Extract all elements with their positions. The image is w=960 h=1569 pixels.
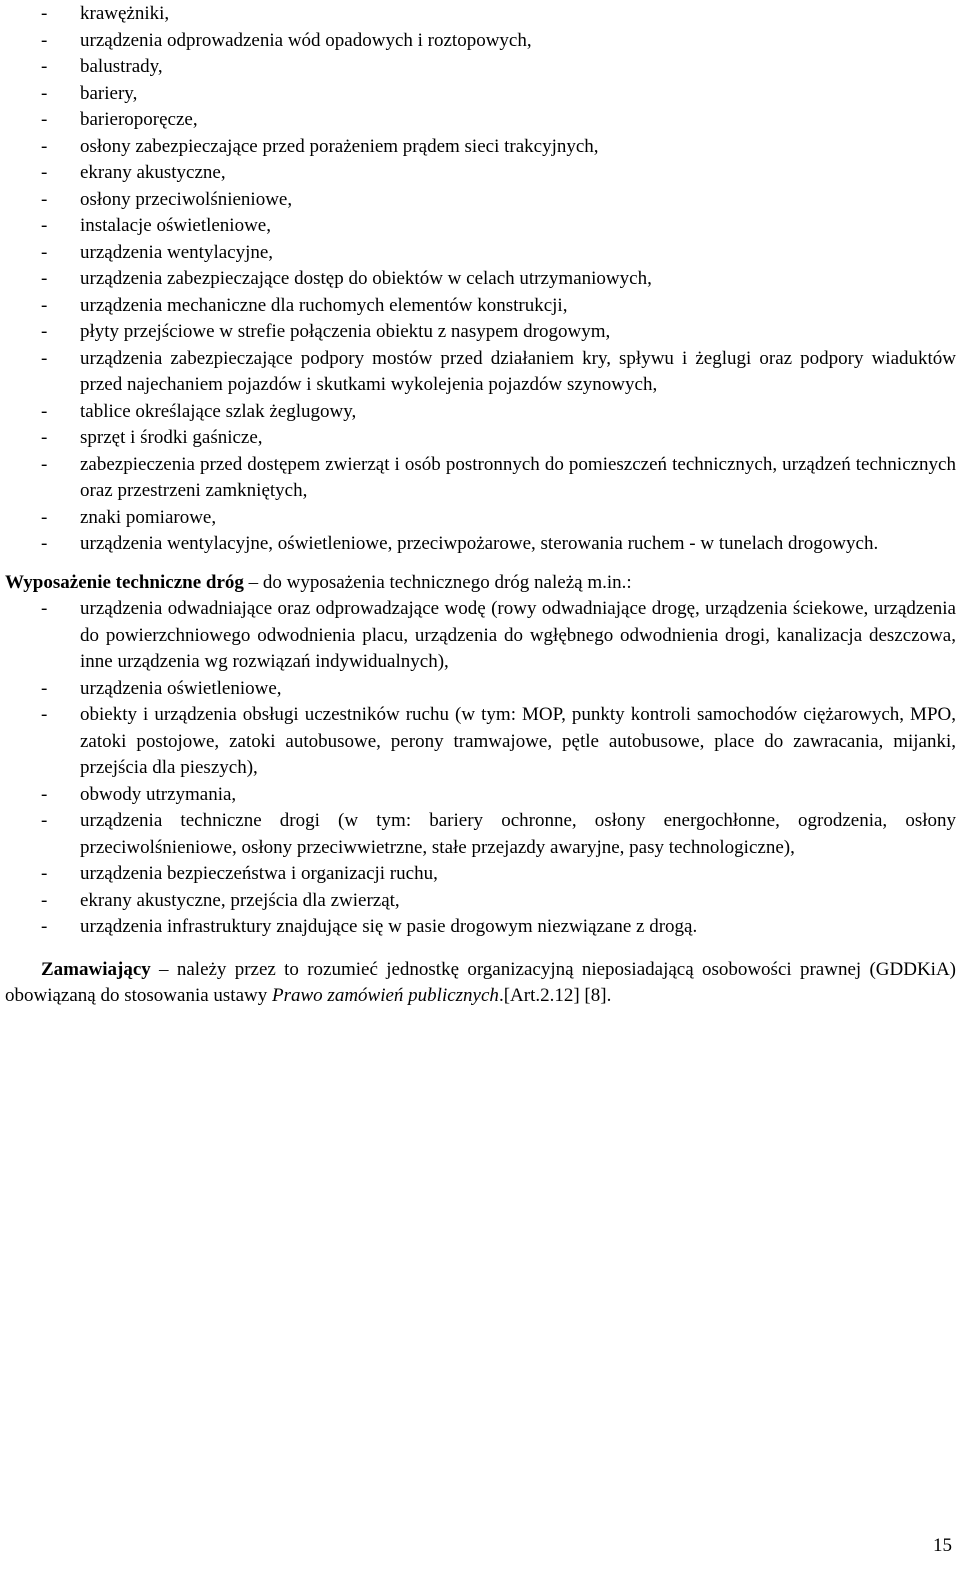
list-item: - urządzenia wentylacyjne, oświetleniowe, przeciwpożarowe, sterowania ruchem - w tunelach drogowych. bbox=[5, 531, 956, 558]
list-item: - osłony przeciwolśnieniowe, bbox=[5, 187, 956, 214]
list-item: - urządzenia infrastruktury znajdujące się w pasie drogowym niezwiązane z drogą. bbox=[5, 914, 956, 941]
orderer-definition bbox=[5, 957, 956, 1010]
list-item: - zabezpieczenia przed dostępem zwierząt i osób postronnych do pomieszczeń technicznych, urządzeń technicznych oraz przestrzeni zamkniętych, bbox=[5, 452, 956, 505]
list-item: - krawężniki, bbox=[5, 1, 956, 28]
document-body bbox=[5, 1, 956, 1029]
section-road-equipment bbox=[5, 570, 956, 941]
list-item: - obwody utrzymania, bbox=[5, 782, 956, 809]
list-item: - obiekty i urządzenia obsługi uczestników ruchu (w tym: MOP, punkty kontroli samochodów ciężarowych, MPO, zatoki postojowe, zatoki autobusowe, perony tramwajowe, pętle autobusowe, place do zawracania, mijanki, przejścia dla pieszych), bbox=[5, 702, 956, 782]
equipment-list-top bbox=[5, 1, 956, 558]
road-equipment-definition-text: – do wyposażenia technicznego dróg należą m.in.: bbox=[243, 571, 632, 593]
list-item: - płyty przejściowe w strefie połączenia obiektu z nasypem drogowym, bbox=[5, 319, 956, 346]
list-item: - tablice określające szlak żeglugowy, bbox=[5, 399, 956, 426]
list-item: - urządzenia techniczne drogi (w tym: bariery ochronne, osłony energochłonne, ogrodzenia, osłony przeciwolśnieniowe, osłony przeciwwietrzne, stałe przejazdy awaryjne, pasy technologiczne), bbox=[5, 808, 956, 861]
legal-reference: .[Art.2.12] [8]. bbox=[498, 985, 612, 1006]
road-equipment-list bbox=[5, 596, 956, 941]
list-item: - urządzenia zabezpieczające dostęp do obiektów w celach utrzymaniowych, bbox=[5, 266, 956, 293]
list-item: - sprzęt i środki gaśnicze, bbox=[5, 425, 956, 452]
list-item: - bariery, bbox=[5, 81, 956, 108]
road-equipment-definition bbox=[5, 570, 956, 597]
list-item: - urządzenia zabezpieczające podpory mostów przed działaniem kry, spływu i żeglugi oraz podpory wiaduktów przed najechaniem pojazdów i skutkami wykolejenia pojazdów szynowych, bbox=[5, 346, 956, 399]
list-item: - urządzenia odprowadzenia wód opadowych i roztopowych, bbox=[5, 28, 956, 55]
list-item: - urządzenia odwadniające oraz odprowadzające wodę (rowy odwadniające drogę, urządzenia ściekowe, urządzenia do powierzchniowego odwodnienia placu, urządzenia do wgłębnego odwodnienia drogi, kanalizacja deszczowa, inne urządzenia wg rozwiązań indywidualnych), bbox=[5, 596, 956, 676]
list-item: - ekrany akustyczne, bbox=[5, 160, 956, 187]
orderer-term: Zamawiający bbox=[41, 958, 151, 980]
list-item: - osłony zabezpieczające przed porażeniem prądem sieci trakcyjnych, bbox=[5, 134, 956, 161]
list-item: - balustrady, bbox=[5, 54, 956, 81]
list-item: - znaki pomiarowe, bbox=[5, 505, 956, 532]
page-number: 15 bbox=[933, 1535, 952, 1556]
list-item: - urządzenia bezpieczeństwa i organizacji ruchu, bbox=[5, 861, 956, 888]
list-item: - urządzenia oświetleniowe, bbox=[5, 676, 956, 703]
list-item: - barieroporęcze, bbox=[5, 107, 956, 134]
act-title: Prawo zamówień publicznych bbox=[272, 985, 499, 1006]
list-item: - ekrany akustyczne, przejścia dla zwierząt, bbox=[5, 888, 956, 915]
list-item: - urządzenia mechaniczne dla ruchomych elementów konstrukcji, bbox=[5, 293, 956, 320]
list-item: - instalacje oświetleniowe, bbox=[5, 213, 956, 240]
list-item: - urządzenia wentylacyjne, bbox=[5, 240, 956, 267]
orderer-definition-text: – należy przez to rozumieć jednostkę organizacyjną nieposiadającą osobowości prawnej (GDDKiA) obowiązaną do stosowania ustawy bbox=[5, 958, 956, 1006]
road-equipment-term: Wyposażenie techniczne dróg bbox=[5, 571, 244, 593]
